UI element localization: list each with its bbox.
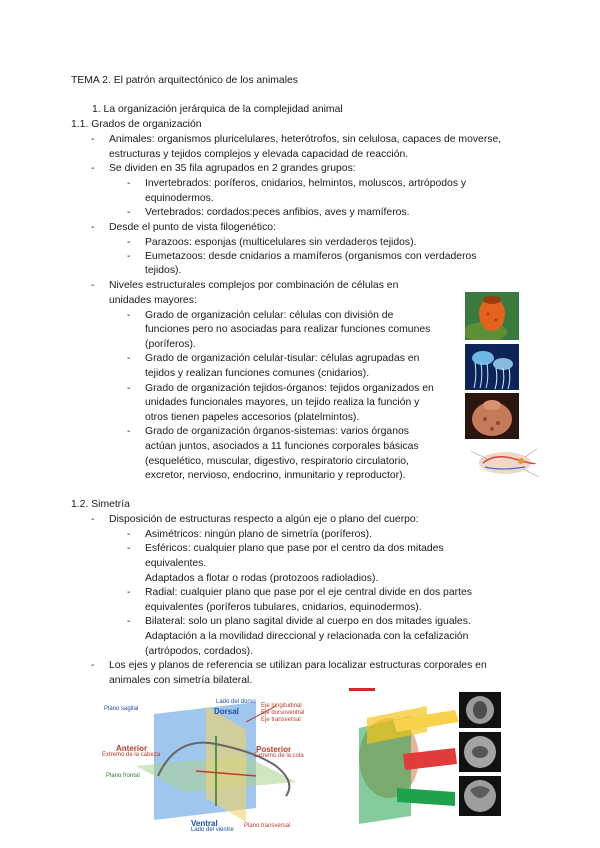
bullet-radial-l2: equivalentes (poríferos tubulares, cnidarios, equinodermos).	[145, 602, 422, 613]
ventral-label: Ventral	[191, 819, 218, 828]
subheading-1-2: 1.2. Simetría	[71, 499, 130, 510]
ventral-sub-label: Lado del vientre	[191, 827, 234, 833]
bullet-grado-organos: - Grado de organización órganos-sistemas: varios órganos	[145, 424, 409, 439]
bullet-bilateral-l2: Adaptación a la movilidad direccional y relacionada con la cefalización	[145, 631, 469, 642]
bullet-animales-cont: estructuras y tejidos complejos y elevada capacidad de reacción.	[109, 149, 409, 160]
bullet-grado-organos-l3: (esquelético, muscular, digestivo, respiratorio circulatorio,	[145, 456, 409, 467]
flatworm-image	[465, 393, 519, 439]
bullet-grado-organos-l4: excretor, nervioso, endocrino, inmunitario y reproductor).	[145, 470, 406, 481]
dorsal-label: Dorsal	[214, 707, 239, 716]
bullet-ejes-planos-l2: animales con simetría bilateral.	[109, 675, 253, 686]
bullet-invertebrados: - Invertebrados: poríferos, cnidarios, helmintos, moluscos, artrópodos y	[145, 176, 466, 191]
eje-transversal-label: Eje transversal	[261, 717, 301, 723]
plano-transversal-label: Plano transversal	[244, 823, 291, 829]
posterior-sub-label: Extremo de la cola	[254, 753, 304, 759]
anterior-label: Anterior	[116, 744, 148, 753]
bullet-filogenetico: - Desde el punto de vista filogenético:	[109, 220, 276, 235]
organ-systems-image	[465, 441, 545, 487]
plano-sagital-label: Plano sagital	[104, 706, 139, 712]
bullet-bilateral: - Bilateral: solo un plano sagital divide al cuerpo en dos mitades iguales.	[145, 614, 471, 629]
bullet-dividen: - Se dividen en 35 fila agrupados en 2 grandes grupos:	[109, 161, 356, 176]
plano-frontal-label: Plano frontal	[106, 773, 140, 779]
bullet-vertebrados: - Vertebrados: cordados:peces anfibios, aves y mamíferos.	[145, 205, 410, 220]
bullet-asimetricos: - Asimétricos: ningún plano de simetría (poríferos).	[145, 527, 372, 542]
bullet-grado-tejidos: - Grado de organización tejidos-órganos: tejidos organizados en	[145, 381, 434, 396]
head-mri-planes-image	[347, 688, 525, 836]
bullet-invertebrados-cont: equinodermos.	[145, 193, 214, 204]
bullet-esfericos-l3: Adaptados a flotar o rodas (protozoos radioladios).	[145, 573, 379, 584]
bullet-grado-celular-l3: (poríferos).	[145, 339, 196, 350]
bullet-esfericos-l2: equivalentes.	[145, 558, 207, 569]
bullet-grado-tejidos-l2: unidades funcionales mayores, un tejido realiza la función y	[145, 397, 420, 408]
eje-longitudinal-label: Eje longitudinal	[261, 703, 302, 709]
bullet-niveles: - Niveles estructurales complejos por combinación de células en	[109, 278, 398, 293]
jellyfish-image	[465, 344, 519, 390]
bullet-animales: - Animales: organismos pluricelulares, heterótrofos, sin celulosa, capaces de moverse,	[109, 132, 501, 147]
page-title: TEMA 2. El patrón arquitectónico de los animales	[71, 75, 298, 86]
body-planes-diagram	[96, 696, 326, 836]
bullet-grado-celular-l2: funciones pero no asociadas para realizar funciones comunes	[145, 324, 431, 335]
bullet-eumetazoos-cont: tejidos).	[145, 265, 182, 276]
bullet-niveles-cont: unidades mayores:	[109, 295, 197, 306]
bullet-ejes-planos: - Los ejes y planos de referencia se utilizan para localizar estructuras corporales en	[109, 658, 487, 673]
section-heading-1: 1. La organización jerárquica de la complejidad animal	[92, 104, 343, 115]
bullet-grado-tisular: - Grado de organización celular-tisular: células agrupadas en	[145, 351, 419, 366]
anterior-sub-label: Extremo de la cabeza	[102, 752, 161, 758]
bullet-grado-organos-l2: actúan juntos, asociados a 11 funciones corporales básicas	[145, 441, 419, 452]
bullet-radial: - Radial: cualquier plano que pase por el eje central divide en dos partes	[145, 585, 472, 600]
bullet-esfericos: - Esféricos: cualquier plano que pase por el centro da dos mitades	[145, 541, 444, 556]
dorsal-sub-label: Lado del dorso	[216, 699, 256, 705]
bullet-disposicion: - Disposición de estructuras respecto a algún eje o plano del cuerpo:	[109, 512, 419, 527]
bullet-parazoos: - Parazoos: esponjas (multicelulares sin verdaderos tejidos).	[145, 235, 416, 250]
bullet-grado-tisular-l2: tejidos y realizan funciones comunes (cnidarios).	[145, 368, 370, 379]
posterior-label: Posterior	[256, 745, 292, 754]
bullet-grado-celular: - Grado de organización celular: células con división de	[145, 308, 393, 323]
subheading-1-1: 1.1. Grados de organización	[71, 119, 202, 130]
eje-dorsoventral-label: Eje dorsoventral	[261, 710, 305, 716]
bullet-eumetazoos: - Eumetazoos: desde cnidarios a mamíferos (organismos con verdaderos	[145, 249, 477, 264]
bullet-bilateral-l3: (artrópodos, cordados).	[145, 646, 254, 657]
bullet-grado-tejidos-l3: otros tienen papeles accesorios (platelmintos).	[145, 412, 360, 423]
sponge-image	[465, 292, 519, 340]
